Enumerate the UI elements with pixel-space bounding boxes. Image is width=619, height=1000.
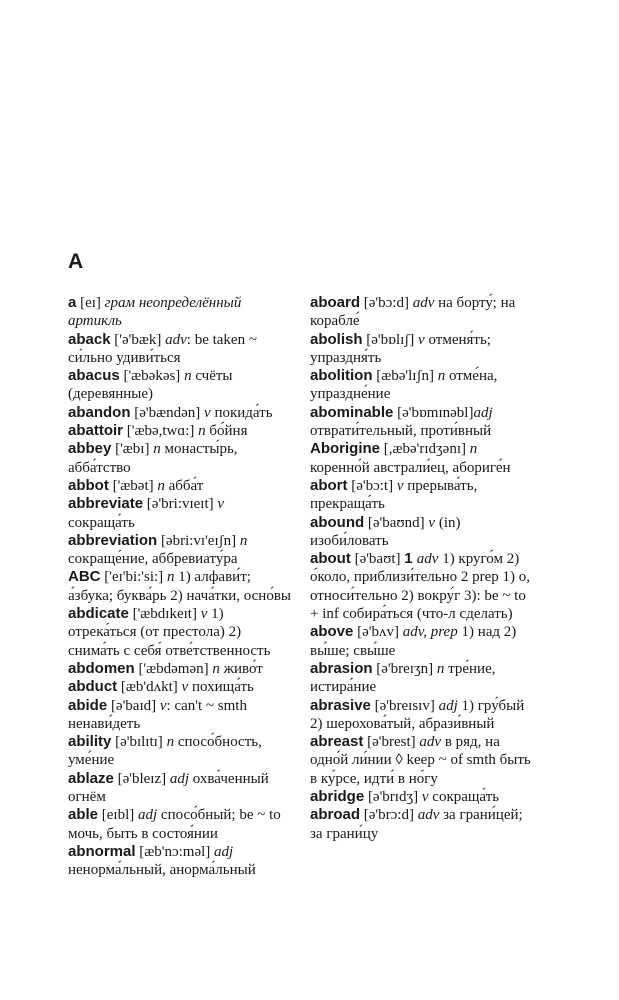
entry-pronunciation: ['æbəkəs] bbox=[119, 368, 185, 385]
dictionary-entry bbox=[68, 733, 294, 770]
entry-pronunciation: [,æbə'rɪdʒənɪ] bbox=[380, 441, 470, 458]
entry-pronunciation: [æb'nɔ:məl] bbox=[135, 843, 215, 860]
entry-pronunciation: [eɪbl] bbox=[98, 807, 138, 824]
entry-pronunciation: [eɪ] bbox=[76, 295, 105, 311]
entry-translation: спосо́бность, уме́ние bbox=[68, 734, 262, 769]
entry-pronunciation: ['æbdɪkeɪt] bbox=[128, 606, 201, 623]
dictionary-entry bbox=[68, 697, 294, 734]
dictionary-entry bbox=[68, 404, 294, 422]
entry-part-of-speech: v bbox=[421, 789, 429, 806]
dictionary-entry bbox=[68, 770, 294, 807]
dictionary-entry bbox=[310, 477, 538, 514]
dictionary-entry bbox=[310, 623, 538, 660]
dictionary-entry bbox=[68, 422, 294, 440]
entry-translation: 1) алфави́т; а́збука; буква́рь 2) нача́тки, осно́вы bbox=[68, 569, 291, 604]
entry-pronunciation: [ə'baɪd] bbox=[107, 697, 160, 714]
entry-translation: абба́т bbox=[164, 477, 204, 494]
entry-part-of-speech: n bbox=[153, 441, 161, 458]
entry-pronunciation: [ə'bɔ:d] bbox=[360, 295, 413, 311]
dictionary-entry bbox=[310, 404, 538, 441]
entry-headword: able bbox=[68, 806, 99, 824]
entry-pronunciation: ['eɪ'bi:'si:] bbox=[100, 569, 167, 586]
entry-headword: abolition bbox=[310, 367, 373, 385]
entry-part-of-speech: n bbox=[239, 532, 248, 549]
entry-part-of-speech: n bbox=[437, 368, 446, 385]
entry-translation: сокраще́ние, аббревиату́ра bbox=[68, 551, 238, 568]
entry-part-of-speech: грам неопределённый артикль bbox=[68, 295, 242, 330]
dictionary-entry bbox=[68, 367, 294, 404]
dictionary-entry bbox=[68, 331, 294, 368]
entry-part-of-speech: adv bbox=[165, 331, 187, 348]
entry-part-of-speech: n bbox=[166, 569, 175, 586]
entry-part-of-speech: adj bbox=[214, 843, 234, 860]
entry-headword: abound bbox=[310, 513, 365, 531]
entry-headword: abrasion bbox=[310, 659, 373, 677]
entry-pronunciation: [ə'brɔ:d] bbox=[360, 807, 418, 824]
entry-headword: abide bbox=[68, 696, 108, 714]
entry-translation: 1) гру́бый 2) шерохова́тый, абрази́вный bbox=[310, 697, 525, 732]
entry-part-of-speech: v bbox=[428, 514, 436, 531]
dictionary-entry bbox=[310, 440, 538, 477]
entry-sense-number: 1 bbox=[404, 550, 417, 568]
entry-headword: aboard bbox=[310, 294, 361, 311]
dictionary-entry bbox=[68, 806, 294, 843]
entry-pronunciation: [ə'bɒmɪnəbl] bbox=[393, 404, 474, 421]
entry-translation: монасты́рь, абба́тство bbox=[68, 441, 238, 476]
section-letter: A bbox=[68, 250, 84, 273]
entry-headword: abbreviation bbox=[68, 531, 158, 549]
entry-translation: за грани́цей; за грани́цу bbox=[310, 807, 523, 842]
dictionary-entry bbox=[310, 806, 538, 843]
entry-part-of-speech: n bbox=[198, 423, 206, 440]
entry-part-of-speech: adj bbox=[169, 770, 190, 787]
entry-headword: abolish bbox=[310, 330, 363, 348]
entry-translation: спосо́бный; be ~ to мочь, быть в состоя́нии bbox=[68, 807, 281, 842]
entry-translation: счёты (деревянные) bbox=[68, 368, 233, 403]
entry-pronunciation: [ə'brɪdʒ] bbox=[364, 789, 422, 806]
entry-part-of-speech: adv bbox=[412, 295, 435, 311]
entry-headword: ability bbox=[68, 733, 112, 751]
dictionary-entry bbox=[310, 733, 538, 788]
entry-translation: отме́на, упраздне́ние bbox=[310, 368, 498, 403]
entry-part-of-speech: n bbox=[166, 734, 175, 751]
entry-headword: abridge bbox=[310, 788, 365, 806]
dictionary-entry bbox=[310, 660, 538, 697]
entry-pronunciation: [ə'baʊnd] bbox=[364, 514, 429, 531]
entry-part-of-speech: v bbox=[418, 331, 425, 348]
entry-pronunciation: [əbri:vɪ'eɪʃn] bbox=[157, 532, 240, 549]
entry-part-of-speech: n bbox=[157, 477, 165, 494]
entry-translation: покида́ть bbox=[210, 404, 273, 421]
entry-translation: ненорма́льный, анорма́льный bbox=[68, 862, 256, 879]
dictionary-entry bbox=[68, 843, 294, 880]
entry-headword: above bbox=[310, 623, 354, 641]
dictionary-entry bbox=[310, 294, 538, 331]
entry-headword: abdicate bbox=[68, 605, 129, 623]
entry-translation: (in) изоби́ловать bbox=[310, 514, 461, 549]
dictionary-entry bbox=[310, 367, 538, 404]
entry-part-of-speech: adv, prep bbox=[402, 624, 458, 641]
entry-headword: aback bbox=[68, 330, 111, 348]
entry-headword: abnormal bbox=[68, 842, 136, 860]
entry-headword: a bbox=[68, 294, 77, 311]
entry-translation: сокраща́ть bbox=[428, 789, 500, 806]
entry-translation: отврати́тельный, проти́вный bbox=[310, 423, 492, 440]
dictionary-entry bbox=[310, 697, 538, 734]
entry-pronunciation: [ə'bɒlɪʃ] bbox=[362, 331, 419, 348]
entry-translation: в ряд, на одно́й ли́нии ◊ keep ~ of smth быть в ку́рсе, идти́ в но́гу bbox=[310, 734, 531, 787]
dictionary-entry bbox=[68, 477, 294, 495]
entry-headword: abdomen bbox=[68, 659, 135, 677]
entry-part-of-speech: n bbox=[436, 660, 445, 677]
entry-translation: 1) круго́м 2) о́коло, приблизи́тельно 2 prep 1) о, относи́тельно 2) вокру́г 3): be ~ to + inf собира́ться (что-л сделать) bbox=[310, 551, 531, 623]
entry-translation: коренно́й австрали́ец, абориге́н bbox=[310, 459, 511, 476]
entry-pronunciation: [æb'dʌkt] bbox=[117, 679, 182, 696]
entry-translation: сокраща́ть bbox=[68, 514, 135, 531]
entry-pronunciation: ['ə'bæk] bbox=[110, 331, 166, 348]
entry-pronunciation: [ə'bɪlɪtɪ] bbox=[111, 734, 167, 751]
entry-pronunciation: ['æbɪ] bbox=[111, 441, 154, 458]
entry-part-of-speech: v bbox=[159, 697, 167, 714]
entry-headword: abacus bbox=[68, 367, 120, 385]
entry-pronunciation: [ə'brest] bbox=[363, 734, 420, 751]
dictionary-entry bbox=[68, 605, 294, 660]
entry-translation: похища́ть bbox=[188, 679, 254, 696]
entry-part-of-speech: adj bbox=[138, 807, 158, 824]
entry-pronunciation: [ə'breɪsɪv] bbox=[370, 697, 439, 714]
entry-pronunciation: [æbə'lɪʃn] bbox=[372, 368, 438, 385]
entry-pronunciation: ['æbə,twɑ:] bbox=[123, 423, 199, 440]
entry-part-of-speech: v bbox=[204, 404, 211, 421]
entry-headword: about bbox=[310, 550, 351, 568]
entry-part-of-speech: adj bbox=[438, 697, 458, 714]
dictionary-entry bbox=[310, 788, 538, 806]
entry-headword: abduct bbox=[68, 678, 118, 696]
left-column bbox=[68, 294, 294, 880]
entry-headword: abreast bbox=[310, 733, 364, 751]
entry-headword: ABC bbox=[68, 568, 101, 586]
entry-headword: Aborigine bbox=[310, 440, 380, 458]
entry-pronunciation: [ə'bɔ:t] bbox=[347, 477, 397, 494]
dictionary-entry bbox=[310, 514, 538, 551]
entry-translation: : be taken ~ си́льно удиви́ться bbox=[68, 331, 257, 366]
entry-pronunciation: [ə'bri:vɪeɪt] bbox=[143, 496, 218, 513]
entry-pronunciation: [ə'breɪʒn] bbox=[372, 660, 437, 677]
entry-headword: abominable bbox=[310, 403, 394, 421]
entry-part-of-speech: adv bbox=[416, 551, 439, 568]
entry-translation: живо́т bbox=[219, 660, 263, 677]
dictionary-entry bbox=[68, 678, 294, 696]
entry-translation: бо́йня bbox=[205, 423, 248, 440]
entry-headword: abrasive bbox=[310, 696, 371, 714]
entry-pronunciation: [ə'bleɪz] bbox=[113, 770, 170, 787]
entry-pronunciation: ['æbdəmən] bbox=[134, 660, 213, 677]
entry-part-of-speech: n bbox=[184, 368, 192, 385]
dictionary-entry bbox=[68, 532, 294, 569]
dictionary-entry bbox=[68, 568, 294, 605]
entry-headword: abbey bbox=[68, 440, 112, 458]
entry-part-of-speech: adv bbox=[419, 734, 442, 751]
entry-headword: abroad bbox=[310, 806, 361, 824]
entry-pronunciation: [ə'bʌv] bbox=[353, 624, 403, 641]
entry-part-of-speech: adj bbox=[473, 404, 493, 421]
dictionary-entry bbox=[68, 495, 294, 532]
entry-pronunciation: ['æbət] bbox=[108, 477, 158, 494]
entry-translation: на борту́; на корабле́ bbox=[310, 295, 516, 330]
entry-translation: 1) над 2) вы́ше; свы́ше bbox=[310, 624, 517, 659]
dictionary-entry bbox=[68, 440, 294, 477]
entry-part-of-speech: v bbox=[396, 477, 404, 494]
entry-translation: тре́ние, истира́ние bbox=[310, 660, 496, 696]
entry-pronunciation: [ə'baʊt] bbox=[350, 551, 405, 568]
entry-translation: охва́ченный огнём bbox=[68, 770, 269, 806]
entry-headword: abort bbox=[310, 476, 348, 494]
dictionary-entry bbox=[68, 660, 294, 678]
entry-translation: отменя́ть; упраздня́ть bbox=[310, 331, 491, 366]
entry-pronunciation: [ə'bændən] bbox=[130, 404, 205, 421]
dictionary-entry bbox=[310, 550, 538, 623]
entry-part-of-speech: v bbox=[181, 679, 189, 696]
entry-headword: abattoir bbox=[68, 422, 124, 440]
entry-translation: прерыва́ть, прекраща́ть bbox=[310, 477, 478, 513]
entry-headword: abandon bbox=[68, 403, 131, 421]
dictionary-entry bbox=[310, 331, 538, 368]
entry-part-of-speech: v bbox=[217, 496, 225, 513]
entry-headword: abbreviate bbox=[68, 495, 144, 513]
entry-translation: : can't ~ smth ненави́деть bbox=[68, 697, 247, 732]
dictionary-entry bbox=[68, 294, 294, 331]
entry-part-of-speech: n bbox=[469, 441, 478, 458]
entry-part-of-speech: n bbox=[212, 660, 220, 677]
entry-part-of-speech: adv bbox=[417, 807, 440, 824]
entry-headword: abbot bbox=[68, 476, 109, 494]
right-column bbox=[310, 294, 538, 843]
entry-headword: ablaze bbox=[68, 769, 114, 787]
entry-part-of-speech: v bbox=[200, 606, 208, 623]
entry-translation: 1) отрека́ться (от престола) 2) снима́ть с себя́ отве́тственность bbox=[68, 606, 271, 659]
